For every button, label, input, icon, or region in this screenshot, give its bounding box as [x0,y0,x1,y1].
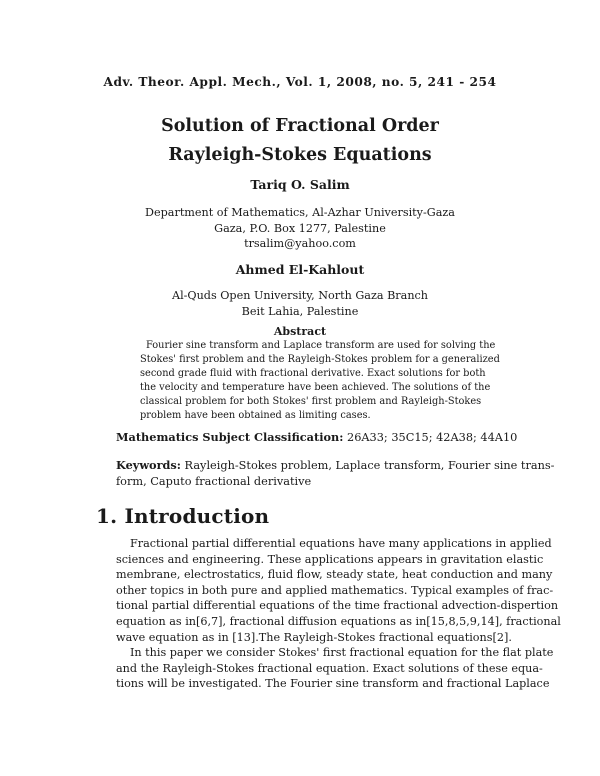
body-line: tions will be investigated. The Fourier sine transform and fractional Laplace [116,677,550,691]
abstract-body [140,339,500,423]
body-line: tional partial differential equations of the time fractional advection-dispertion [116,599,559,613]
body-line: sciences and engineering. These applications appears in gravitation elastic [116,552,544,566]
body-line: Fractional partial differential equations have many applications in applied [130,537,552,550]
msc-label: Mathematics Subject Classification: [116,430,344,444]
author-affiliation-2 [0,288,600,319]
abstract-line: Stokes' first problem and the Rayleigh-Stokes problem for a generalized [140,354,500,365]
abstract-line: second grade fluid with fractional derivative. Exact solutions for both [140,368,486,379]
paper-title-line-1: Solution of Fractional Order [161,116,439,136]
section-heading-introduction: 1. Introduction [96,504,270,528]
body-line: and the Rayleigh-Stokes fractional equation. Exact solutions of these equa- [116,661,543,675]
msc-value: 26A33; 35C15; 42A38; 44A10 [343,431,518,444]
affiliation-line: Al-Quds Open University, North Gaza Branch [171,289,429,302]
author-affiliation-1 [0,205,600,252]
author-name-2: Ahmed El-Kahlout [235,262,365,277]
body-line: membrane, electrostatics, fluid flow, steady state, heat conduction and many [116,568,553,582]
author-email: trsalim@yahoo.com [244,237,356,250]
body-line: equation as in[6,7], fractional diffusion equations as in[15,8,5,9,14], fractional [116,614,561,628]
affiliation-line: Department of Mathematics, Al-Azhar University-Gaza [145,206,455,219]
affiliation-line: Beit Lahia, Palestine [241,304,359,318]
body-line: In this paper we consider Stokes' first fractional equation for the flat plate [130,646,554,660]
keywords [116,458,555,489]
keywords-text: Rayleigh-Stokes problem, Laplace transform, Fourier sine trans- [180,459,555,472]
body-line: wave equation as in [13].The Rayleigh-Stokes fractional equations[2]. [116,630,512,644]
keywords-line: form, Caputo fractional derivative [116,474,312,488]
keywords-label: Keywords: [116,458,181,472]
abstract-line: problem have been obtained as limiting cases. [140,410,371,421]
abstract-line: Fourier sine transform and Laplace transform are used for solving the [146,340,496,351]
author-name-1: Tariq O. Salim [250,177,350,192]
abstract-line: classical problem for both Stokes' first problem and Rayleigh-Stokes [140,396,482,407]
introduction-body [116,536,561,692]
body-line: other topics in both pure and applied mathematics. Typical examples of frac- [116,583,554,597]
journal-citation: Adv. Theor. Appl. Mech., Vol. 1, 2008, no. 5, 241 - 254 [103,75,497,89]
paper-title-line-2: Rayleigh-Stokes Equations [168,145,432,165]
abstract-heading: Abstract [273,325,327,338]
keywords-line [116,458,555,474]
abstract-line: the velocity and temperature have been achieved. The solutions of the [140,382,491,393]
affiliation-line: Gaza, P.O. Box 1277, Palestine [214,221,386,235]
msc-classification [116,430,517,444]
